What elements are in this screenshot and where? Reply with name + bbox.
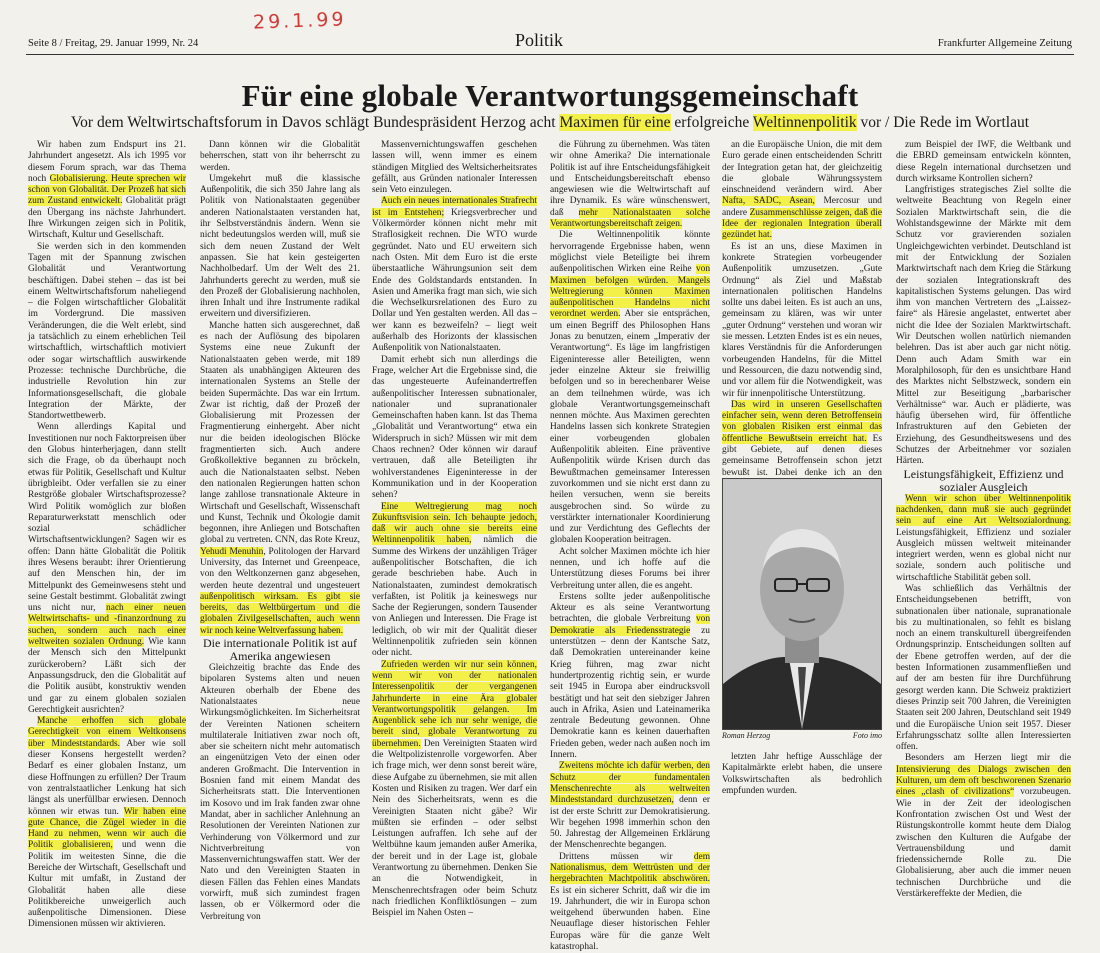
paragraph: Gleichzeitig brachte das Ende des bipolaren Systems alten und neuen Akteuren oberhalb der Ebene des Nationalstaates neue Wirkungsmöglichkeiten. Im Sicherheitsrat der Vereinten Nationen scheitern multilaterale Initiativen zwar noch oft, aber sie scheitern nicht mehr automatisch an eingenützigen Veto der einen oder anderen Großmacht. Die Intervention in Bosnien fand mit einem Mandat des Sicherheitsrats statt. Die Interventionen im Kosovo und im Irak fanden zwar ohne Mandat, aber in sachlicher Anlehnung an Resolutionen der Vereinten Nationen zur Verhinderung von Völkermord und zur Nichtverbreitung von Massenvernichtungswaffen statt. Wer der Nato und den Vereinigten Staaten in diesen Fällen das Fehlen eines Mandats vorwirft, muß sich zumindest fragen lassen, ob er Völkermord oder die Verbreitung von [200,663,360,922]
paragraph: Zufrieden werden wir nur sein können, wenn wir von der nationalen Interessenpolitik der vergangenen Jahrhunderte in eine Ära globaler Verantwortungspolitik gelangen. Im Augenblick sehe ich nur sehr wenige, die bereit sind, globale Verantwortung zu übernehmen. Den Vereinigten Staaten wird die Weltpolizistenrolle vorgeworfen. Aber ich frage mich, wer denn sonst bereit wäre, diese Aufgabe zu übernehmen, sie mit allen Kosten und Risiken zu tragen. Wer darf ein Nein des Sicherheitsrats, wenn es die Vereinigten Staaten nicht gäbe? Wir müßten sie erfinden – oder selbst Leistungen aufraffen. Ich sehe auf der Weltbühne kaum jemanden außer Amerika, der bereit und in der Lage ist, globale Verantwortung zu übernehmen. Denken Sie an die Notwendigkeit, in Menschenrechtsfragen oder beim Schutz nach friedlichen Konfliktlösungen – zum Beispiel im Nahen Osten – [372,659,537,919]
article-headline: Für eine globale Verantwortungsgemeinschaft [241,78,859,113]
paragraph: Drittens müssen wir dem Nationalismus, dem Wettrüsten und der hergebrachten Machtpolitik abschwören. Es ist ein sicherer Schritt, daß wir die im 19. Jahrhundert, die wir in Europa schon weitgehend überwunden haben. Eine Neuauflage dieser historischen Fehler Europas wäre für die ganze Welt katastrophal. [550,851,710,953]
article-column-2 [200,140,360,922]
paragraph: Es ist an uns, diese Maximen in konkrete Strategien vorbeugender Außenpolitik umzusetzen. „Gute Ordnung“ als Ziel und Maßstab internationalen politischen Handelns sollte uns dabei leiten. Es ist auch an uns, gemeinsam zu klären, was wir unter „guter Ordnung“ verstehen und woran wir sie messen. Letzten Endes ist es ein neues, klares Verständnis für die Anforderungen vorbeugenden Handelns, für die Mittel und Ressourcen, die dazu notwendig sind, und vor allem für die Notwendigkeit, was wir für innenpolitische Unterstützung. [722,241,882,399]
highlight: Zufrieden werden wir nur sein können, wenn wir von der nationalen Interessenpolitik der vergangenen Jahrhunderte in eine Ära globaler Verantwortungspolitik gelangen. Im Augenblick sehe ich nur sehr wenige, die bereit sind, globale Verantwortung zu übernehmen. [372,659,537,749]
header-section: Politik [515,30,564,50]
article-column-3 [372,140,537,919]
article-subheadline [40,114,1060,132]
highlight: Das wird in unseren Gesellschaften einfacher sein, wenn deren Betroffensein von globalen Risiken erst einmal das öffentliche Bewußtsein erreicht hat. [722,399,882,444]
paragraph: Wenn wir schon über Weltinnenpolitik nachdenken, dann muß sie auch gegründet sein auf eine Art Weltsozialordnung. Leistungsfähigkeit, Effizienz und sozialer Ausgleich müssen weltweit miteinander integriert werden, wenn es global nicht nur soziale, sondern auch politische und wirtschaftliche Stabilität geben soll. [896,493,1071,583]
paragraph: letzten Jahr heftige Ausschläge der Kapitalmärkte erlebt haben, die unsere Volkswirtschaften als bedrohlich empfunden wurden. [722,752,882,796]
paragraph: Sie werden sich in den kommenden Tagen mit der Spannung zwischen Globalität und Verantwortung beschäftigen. Dabei stehen – das ist bei einem Weltwirtschaftsforum naheliegend – die Folgen wirtschaftlicher Globalität im Vordergrund. Die massiven Veränderungen, die die Welt erlebt, sind ja tatsächlich zu einem erheblichen Teil wirtschaftlich, wirtschaftlich motiviert oder sogar wirtschaftlich auswirkende Prozesse: technische Durchbrüche, die industrielle Revolution hin zur Informationsgesellschaft, die globale Integration der Märkte, der Standortwettbewerb. [28,241,186,422]
subheadline-text: erfolgreiche [670,114,753,131]
paragraph: Manche erhoffen sich globale Gerechtigkeit von einem Weltkonsens über Mindeststandards. Aber wie soll dieser Konsens hergestellt werden? Bedarf es einer globalen Instanz, um diese Hoffnungen zu erfüllen? Der Traum von zentralstaatlicher Lenkung hat sich längst als unerfüllbar erwiesen. Dennoch können wir etwas tun. Wir haben eine gute Chance, die Zügel wieder in die Hand zu nehmen, wenn wir auch die Politik globalisieren, und wenn die Politik im weitesten Sinne, die die Bereiche der Wirtschaft, Gesellschaft und Kultur mit umfaßt, in Zustand der Globalität haben alle diese Politikbereiche unweigerlich auch außenpolitische Dimensionen. Diese Dimensionen müssen wir aktivieren. [28,716,186,930]
subheadline-highlight: Weltinnenpolitik [752,114,857,131]
header-publication: Frankfurter Allgemeine Zeitung [937,38,1072,49]
photo-credit: Foto imo [852,731,882,740]
subheadline-text: vor / Die Rede im Wortlaut [856,114,1030,131]
portrait-illustration [723,479,881,729]
paragraph: Massenvernichtungswaffen geschehen lassen will, wenn immer es einem ständigen Mitglied des Weltsicherheitsrates gefällt, aus Gründen nationaler Interessen sein Veto einzulegen. [372,140,537,196]
subheadline-text: Vor dem Weltwirtschaftsforum in Davos schlägt Bundespräsident Herzog acht [70,114,560,131]
paragraph: Eine Weltregierung mag noch Zukunftsvision sein. Ich behaupte jedoch, daß wir auch ohne sie bereits eine Weltinnenpolitik haben, nämlich die Summe des Wirkens der unzähligen Träger außenpolitischer Botschaften, die ich gerade beschrieben habe. Auch in Nationalstaaten, zumindest demokratisch verfaßten, ist Politik ja keineswegs nur Sache der Regierungen, sondern Tausender von Anliegen und Interessen. Die Frage ist lediglich, ob wir mit der Qualität dieser Weltinnenpolitik zufrieden sein können oder nicht. [372,501,537,659]
highlight: dem Nationalismus, dem Wettrüsten und der hergebrachten Machtpolitik abschwören. [550,851,710,885]
paragraph: Langfristiges strategisches Ziel sollte die weltweite Beachtung von Regeln einer Sozialen Marktwirtschaft sein, die die Wohlstandsgewinne der Märkte mit dem Schutz vor gravierenden sozialen Ungleichgewichten verbindet. Deutschland ist mit der Entwicklung der Sozialen Marktwirtschaft nach dem Krieg die Stärkung der sozialen Integrationskraft des kapitalistischen Systems gelungen. Das wird ihm von manchen Vertretern des „Laissez-faire“ als Häresie angelastet, entwertet aber nicht die Idee der Sozialen Marktwirtschaft. Wir Deutschen wollen natürlich niemanden belehren. Das ist aber auch gar nicht nötig. Denn auch Adam Smith war ein Moralphilosoph, für den es unsichtbare Hand des Marktes nicht Selbstzweck, sondern ein Mittel zur Beseitigung „barbarischer Verhältnisse“ war. Auch er plädierte, was häufig übersehen wird, für öffentliche Infrastrukturen auf den Gebieten der Erziehung, des Gesundheitswesens und des Schutzes der Arbeitnehmer vor sozialen Härten. [896,185,1071,467]
highlight: Auch ein neues internationales Strafrecht ist im Entstehen; [372,196,537,218]
paragraph: an die Europäische Union, die mit dem Euro gerade einen entscheidenden Schritt der Integration getan hat, der gleichzeitig die globale Währungssystem einschneidend verändern wird. Aber Nafta, SADC, Asean, Mercosur und andere Zusammenschlüsse zeigen, daß die Idee der regionalen Integration überall gezündet hat. [722,140,882,241]
highlight: Wenn wir schon über Weltinnenpolitik nachdenken, dann muß sie auch gegründet sein auf eine Art Weltsozialordnung. [896,493,1071,527]
paragraph: Das wird in unseren Gesellschaften einfacher sein, wenn deren Betroffensein von globalen Risiken erst einmal das öffentliche Bewußtsein erreicht hat. Es gibt Gebiete, auf denen dieses gemeinsame Betroffensein schon jetzt bewußt ist. Dabei denke ich an den [722,399,882,478]
paragraph: Was schließlich das Verhältnis der Entscheidungsebenen betrifft, von subnationalen über nationale, supranationale bis zu multinationalen, so fehlt es bislang noch an einem transkulturell übergreifenden Ordnungsprinzip. Entscheidungen sollten auf der Ebene getroffen werden, auf der die besten Informationen zusammenfließen und auf der am besten für ihre Durchführung gesorgt werden kann. Die Schweiz praktiziert dieses Prinzip seit 700 Jahren, die Vereinigten Staaten seit 200 Jahren, Deutschland seit 1949 und die Europäische Union seit 1957. Dieser Erfahrungsschatz sollte allen Interessierten offen. [896,583,1071,753]
highlight: Wir haben eine gute Chance, die Zügel wieder in die Hand zu nehmen, wenn wir auch die Politik globalisieren, [28,806,186,851]
portrait-photo-block [722,478,882,740]
portrait-photo [722,478,882,730]
highlight: Manche erhoffen sich globale Gerechtigkeit von einem Weltkonsens über Mindeststandards. [28,716,186,749]
header-page-info: Seite 8 / Freitag, 29. Januar 1999, Nr. 24 [28,38,199,49]
highlight: Zweitens möchte ich dafür werben, den Schutz der fundamentalen Menschenrechte als weltweiten Mindeststandard durchzusetzen, [550,761,710,806]
paragraph: Acht solcher Maximen möchte ich hier nennen, und ich hoffe auf die Unterstützung dieses Forums bei ihrer Verbreitung unter allen, die es angeht. [550,546,710,591]
paragraph: Zweitens möchte ich dafür werben, den Schutz der fundamentalen Menschenrechte als weltweiten Mindeststandard durchzusetzen, denn er ist der erste Schritt zur Demokratisierung. Wir begehen 1998 immerhin schon den 50. Jahrestag der Allgemeinen Erklärung der Menschenrechte begangen. [550,761,710,851]
paragraph: zum Beispiel der IWF, die Weltbank und die EBRD gemeinsam entwickeln könnten, diese Regeln international durchsetzen und durch wirksame Kontrollen sichern? [896,140,1071,184]
paragraph: Wir haben zum Endspurt ins 21. Jahrhundert angesetzt. Als ich 1995 vor diesem Forum sprach, war das Thema noch Globalisierung. Heute sprechen wir schon von Globalität. Der Prozeß hat sich zum Zustand entwickelt. Globalität prägt den Übergang ins nächste Jahrhundert. Ihre Wirkungen zeigen sich in Politik, Wirtschaft, Kultur und Gesellschaft. [28,140,186,241]
paragraph: die Führung zu übernehmen. Was täten wir ohne Amerika? Die internationale Politik ist auf ihre Entscheidungsfähigkeit und Entscheidungsbereitschaft ebenso angewiesen wie die Weltwirtschaft auf ihre Dynamik. Es wäre wünschenswert, daß mehr Nationalstaaten solche Verantwortungsbereitschaft zeigen. [550,140,710,230]
photo-caption-row [722,731,882,740]
column-subheading: Leistungsfähigkeit, Effizienz und sozialer Ausgleich [903,466,1064,494]
paragraph: Damit erhebt sich nun allerdings die Frage, welcher Art die Ergebnisse sind, die das ungesteuerte Aufeinandertreffen außenpolitischer Interessen subnationaler, nationaler und supranationaler Gemeinschaften haben kann. Ist das Thema „Globalität und Verantwortung“ etwa ein Widerspruch in sich? Müssen wir mit dem Chaos rechnen? Oder können wir darauf vertrauen, daß alle Beteiligten ihr wohlverstandenes Eigeninteresse in der Kommunikation und in der Kooperation sehen? [372,354,537,501]
subheadline-highlight: Maximen für eine [559,114,671,131]
highlight: Yehudi Menuhin [200,546,264,557]
handwritten-date: 29.1.99 [252,8,347,34]
article-column-6 [896,140,1071,899]
highlight: Globalisierung. Heute sprechen wir schon von Globalität. Der Prozeß hat sich zum Zustand entwickelt. [28,173,186,207]
paragraph: Erstens sollte jeder außenpolitische Akteur es als seine Verantwortung betrachten, die globale Verbreitung von Demokratie als Friedensstrategie zu unterstützen – denn der Kantsche Satz, daß Demokratien untereinander keine Krieg führen, mag zwar nicht hundertprozentig richtig sein, er wurde seit 1945 in Europa aber eindrucksvoll bestätigt und hat seit den siebziger Jahren auch in Afrika, Asien und Lateinamerika zentrale Bedeutung gewonnen. Ohne Demokratie kann es keinen dauerhaften Frieden geben, weder nach außen noch im Innern. [550,591,710,761]
article-column-5-bottom [722,752,882,802]
highlight: Nafta, SADC, Asean, [722,196,815,207]
paragraph: Auch ein neues internationales Strafrecht ist im Entstehen; Kriegsverbrecher und Völkermörder können nicht mehr mit Straflosigkeit rechnen. Die WTO wurde gegründet. Nato und EU erweitern sich nach Osten. Mit dem Euro ist die erste überstaatliche Währungsunion seit dem Ende des Goldstandards entstanden. In Asien und Amerika fragt man sich, wie sich die Wechselkursrelationen des Euro zu Dollar und Yen gestalten werden. All das – wer kann es bezweifeln? – liegt weit außerhalb des Horizonts der klassischen Außenpolitik von Nationalstaaten. [372,196,537,354]
highlight: mehr Nationalstaaten solche Verantwortungsbereitschaft zeigen. [550,207,710,230]
article-column-1 [28,140,186,930]
header-rule [26,54,1074,55]
highlight: Eine Weltregierung mag noch Zukunftsvision sein. Ich behaupte jedoch, daß wir auch ohne sie bereits eine Weltinnenpolitik haben, [372,501,537,546]
paragraph: Wenn allerdings Kapital und Investitionen nur noch Faktorpreisen über den Globus hinterherjagen, dann stellt sich die Frage, ob da überhaupt noch etwas für Politik, Gesellschaft und Kultur übrigbleibt. Oder verfallen sie zu einer Restgröße globaler Wirtschaftsprozesse? Wird Politik womöglich zur bloßen Reparaturwerkstatt menschlich oder sozial schädlicher Wirtschaftsentwicklungen? Sagen wir es offen: Dann hätte Globalität die Politik ihres Wesens beraubt: ihrer Orientierung auf den Menschen hin, der im Mittelpunkt des Gemeinwesens steht und seine Gestalt bestimmt. Globalität zwingt uns nicht nur, nach einer neuen Weltwirtschafts- und -finanzordnung zu suchen, sondern auch nach einer weltweiten sozialen Ordnung. Wie kann der Mensch sich den Mittelpunkt zurückerobern? Läßt sich der Anpassungsdruck, den die Globalität auf die Politik ausübt, konstruktiv wenden und gar zu einem globalen sozialen Gerechtigkeit ausrichten? [28,422,186,715]
highlight: nach einer neuen Weltwirtschafts- und -finanzordnung zu suchen, sondern auch nach einer weltweiten sozialen Ordnung. [28,603,186,648]
paragraph: Besonders am Herzen liegt mir die Intensivierung des Dialogs zwischen den Kulturen, um dem oft beschworenen Szenario eines „clash of civilizations“ vorzubeugen. Wie in der Zeit der ideologischen Konfrontation zwischen Ost und West der Rüstungskontrolle kommt heute dem Dialog zwischen den Kulturen die Aufgabe der Vertrauensbildung und damit friedenssichernde Rolle zu. Die Globalisierung, aber auch die immer neuen technischen Durchbrüche und die Verstärkereffekte der Medien, die [896,753,1071,899]
article-column-4 [550,140,710,953]
paragraph: Umgekehrt muß die klassische Außenpolitik, die sich 350 Jahre lang als Politik von Nationalstaaten gegenüber anderen Nationalstaaten verstanden hat, ihr Selbstverständnis ändern. Wenn sie nicht bedeutungslos werden will, muß sie sich dem neuen Zustand der Welt anpassen. Sie hat kein gesteigerten Nachholbedarf. Um der Welt des 21. Jahrhunderts gerecht zu werden, muß sie den Prozeß der Globalisierung nachholen, ihren Inhalt und ihre Instrumente radikal erweitern und diversifizieren. [200,173,360,320]
article-column-5 [722,140,882,478]
highlight: von Maximen befolgen würden. Mangels Weltregierung können Maximen außenpolitischen Handelns nicht verordnet werden. [550,264,710,320]
highlight: Zusammenschlüsse zeigen, daß die Idee der regionalen Integration überall gezündet hat. [722,207,882,241]
highlight: Intensivierung des Dialogs zwischen den Kulturen, um dem oft beschworenen Szenario eines „clash of civilizations“ [896,764,1071,798]
highlight: außenpolitisch wirksam. Es gibt sie bereits, das Weltbürgertum und die globalen Zivilgesellschaften, auch wenn wir noch keine Weltverfassung haben. [200,591,360,636]
photo-caption: Roman Herzog [722,731,771,740]
highlight: von Demokratie als Friedensstrategie [550,614,710,636]
paragraph: Dann können wir die Globalität beherrschen, statt von ihr beherrscht zu werden. [200,140,360,173]
paragraph: Manche hatten sich ausgerechnet, daß es nach der Auflösung des bipolaren Systems eine neue Zukunft der Nationalstaaten geben werde, mit 189 Staaten als unabhängigen Akteuren des internationalen Systems an Stelle der beiden Supermächte. Das war ein Irrtum. Zwar ist richtig, daß der Prozeß der Globalisierung mit Prozessen der Fragmentierung einhergeht. Aber nicht nur die beiden ideologischen Blöcke fragmentierten sich. Auch andere Großkollektive begannen zu bröckeln, auch die Nationalstaaten selbst. Neben den nationalen Regierungen hatten schon lange zahllose transnationale Akteure in Wirtschaft und Gesellschaft, Wissenschaft und Kunst, Technik und Ökologie damit begonnen, ihre Anliegen und Botschaften global zu vertreten. CNN, das Rote Kreuz, Yehudi Menuhin, Politologen der Harvard University, das Internet und Greenpeace, von den Weltkonzernen ganz abgesehen, werden heute dezentral und ungesteuert außenpolitisch wirksam. Es gibt sie bereits, das Weltbürgertum und die globalen Zivilgesellschaften, auch wenn wir noch keine Weltverfassung haben. [200,320,360,636]
paragraph: Die Weltinnenpolitik könnte hervorragende Ergebnisse haben, wenn möglichst viele Beteiligte bei ihrem außenpolitischen Wirken eine Reihe von Maximen befolgen würden. Mangels Weltregierung können Maximen außenpolitischen Handelns nicht verordnet werden. Aber sie entsprächen, um einen Begriff des Philosophen Hans Jonas zu benutzen, einem „Imperativ der Verantwortung“. Es läge im langfristigen Eigeninteresse aller Beteiligten, wenn jeder einzelne Akteur sie freiwillig befolgen und so in berechenbarer Weise an dem teilnehmen würde, was ich globale Verantwortungsgemeinschaft nennen möchte. Aus Maximen gerechten Handelns lassen sich konkrete Strategien einer vorbeugenden globalen Außenpolitik ableiten. Eine präventive Außenpolitik würde Krisen durch das Bewußtmachen gemeinsamer Interessen zuvorkommen und sie nicht erst dann zu heilen versuchen, wenn sie bereits ausgebrochen sind. So würde zu verstärkter internationaler Koordinierung und zur Verdichtung des Geflechts der globalen Kooperation beitragen. [550,230,710,546]
column-subheading: Die internationale Politik ist auf Amerika angewiesen [203,636,357,664]
